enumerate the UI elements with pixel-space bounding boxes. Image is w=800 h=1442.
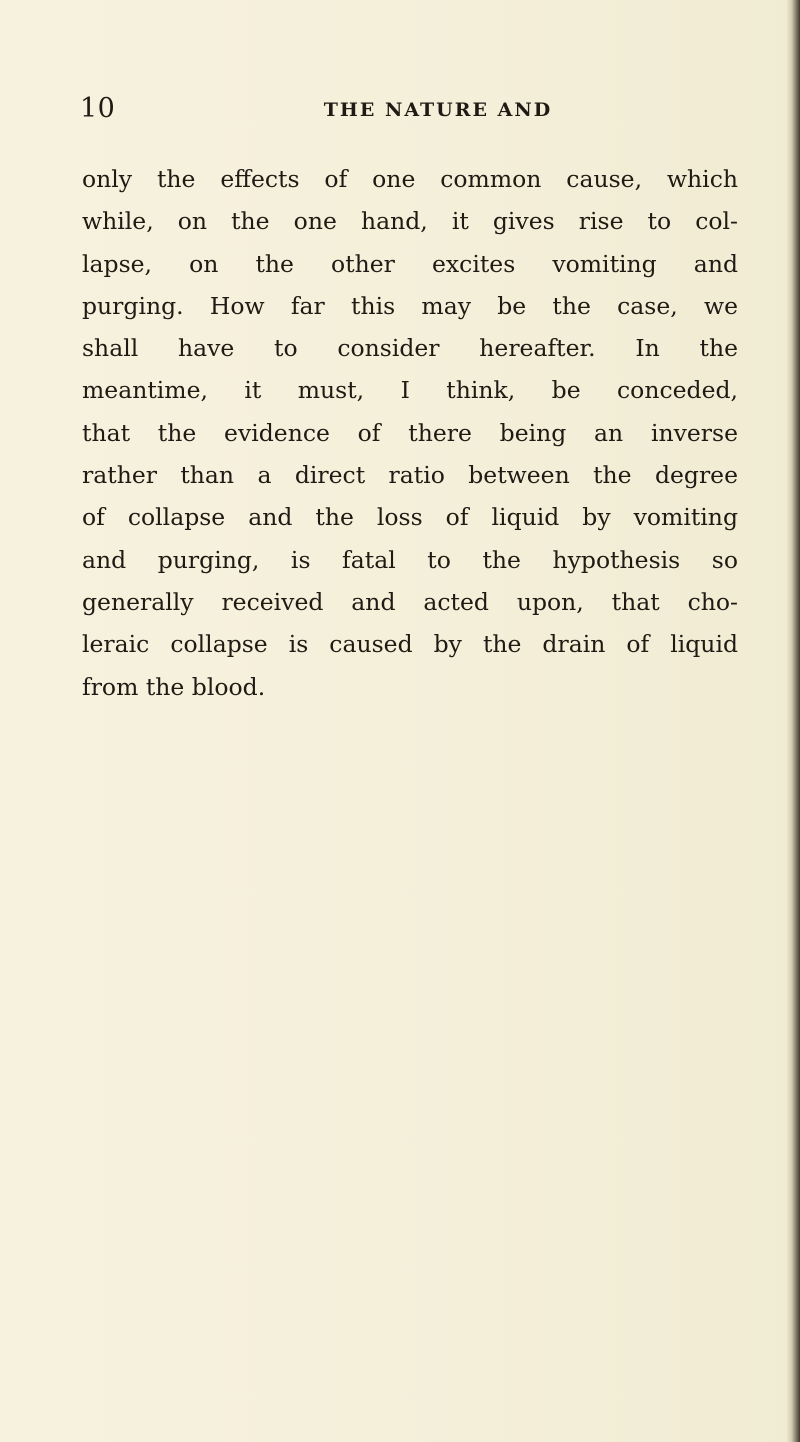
text-line: rather than a direct ratio between the degree	[82, 461, 738, 490]
text-line: shall have to consider hereafter. In the	[82, 334, 738, 363]
body-paragraph	[82, 158, 738, 708]
text-line: leraic collapse is caused by the drain of liquid	[82, 630, 738, 659]
page-header	[80, 93, 740, 133]
text-line: of collapse and the loss of liquid by vomiting	[82, 503, 738, 532]
text-line: while, on the one hand, it gives rise to col-	[82, 207, 738, 236]
text-line: purging. How far this may be the case, we	[82, 291, 738, 320]
running-head: THE NATURE AND	[323, 99, 553, 121]
text-line: only the effects of one common cause, which	[82, 165, 738, 193]
page-edge-shadow	[786, 0, 800, 1442]
text-line: that the evidence of there being an inverse	[82, 418, 738, 447]
text-line: lapse, on the other excites vomiting and	[82, 249, 738, 278]
text-line: meantime, it must, I think, be conceded,	[82, 376, 738, 405]
text-line: from the blood.	[82, 672, 266, 701]
page-number: 10	[80, 93, 116, 124]
text-line: generally received and acted upon, that cho-	[82, 587, 738, 616]
text-line: and purging, is fatal to the hypothesis so	[82, 545, 738, 574]
